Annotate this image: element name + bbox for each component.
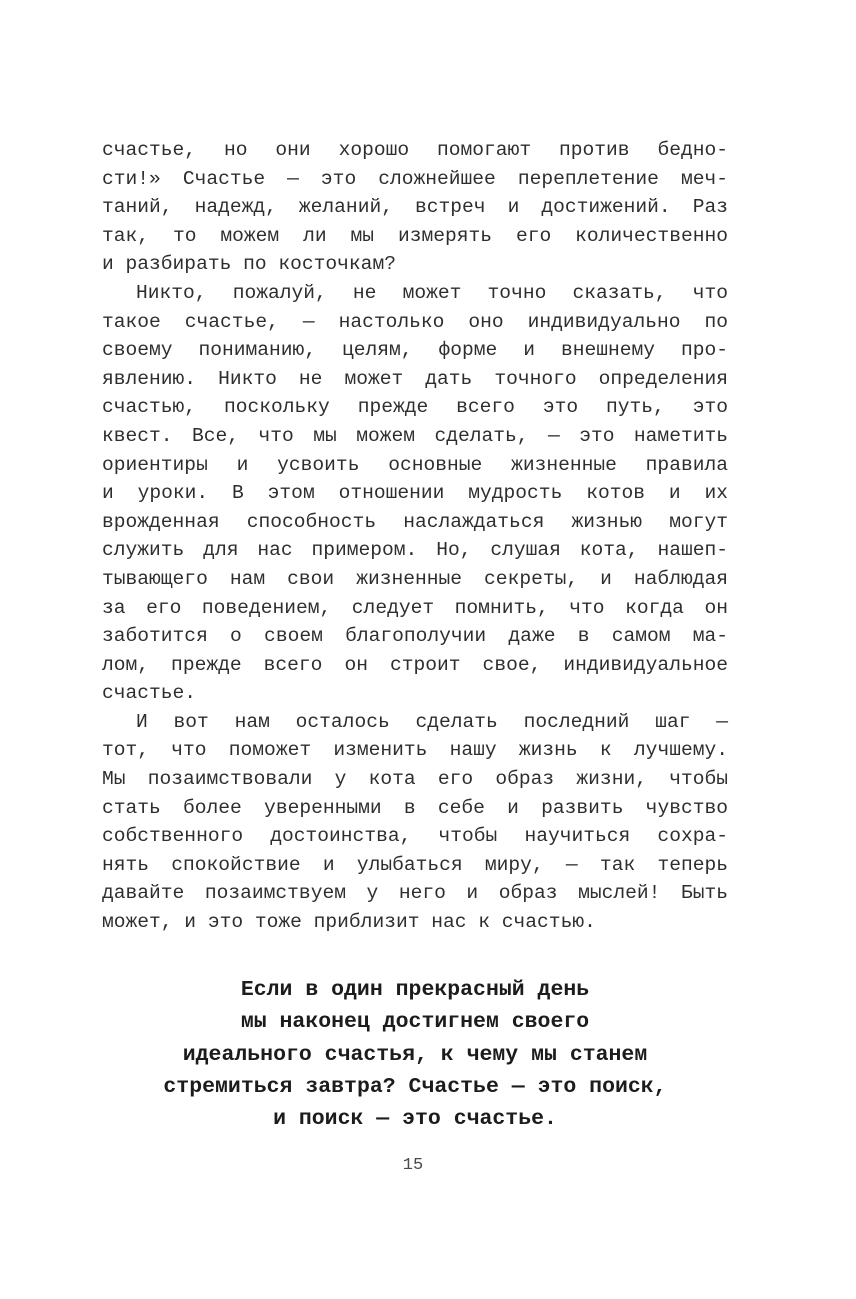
quote-line: идеального счастья, к чему мы станем bbox=[182, 1042, 648, 1067]
body-line: такое счастье, — настолько оно индивидуально по bbox=[102, 310, 728, 333]
quote-line: мы наконец достигнем своего bbox=[240, 1010, 590, 1035]
body-line: квест. Все, что мы можем сделать, — это наметить bbox=[102, 424, 728, 447]
body-line: Мы позаимствовали у кота его образ жизни, чтобы bbox=[102, 768, 728, 791]
body-line: врожденная способность наслаждаться жизнью могут bbox=[102, 510, 728, 533]
body-line: за его поведением, следует помнить, что когда он bbox=[102, 596, 728, 619]
body-line: нять спокойствие и улыбаться миру, — так теперь bbox=[102, 853, 728, 876]
body-line: ориентиры и усвоить основные жизненные правила bbox=[102, 453, 728, 476]
body-line: счастью, поскольку прежде всего это путь, это bbox=[102, 396, 728, 419]
body-line: сти!» Счастье — это сложнейшее переплетение меч- bbox=[102, 167, 728, 190]
body-text bbox=[102, 136, 728, 937]
body-line: собственного достоинства, чтобы научиться сохра- bbox=[102, 825, 728, 848]
body-line: лом, прежде всего он строит свое, индивидуальное bbox=[102, 653, 728, 676]
body-line: счастье, но они хорошо помогают против бедно- bbox=[102, 139, 728, 161]
quote-line: и поиск — это счастье. bbox=[273, 1107, 557, 1132]
quote-line: стремиться завтра? Счастье — это поиск, bbox=[163, 1074, 667, 1099]
body-line: тывающего нам свои жизненные секреты, и наблюдая bbox=[102, 567, 728, 590]
body-line: давайте позаимствуем у него и образ мыслей! Быть bbox=[102, 882, 728, 905]
paragraph-start: И вот нам осталось сделать последний шаг — bbox=[136, 710, 728, 733]
quote-line: Если в один прекрасный день bbox=[240, 978, 590, 1002]
pull-quote bbox=[102, 974, 728, 1135]
body-line: стать более уверенными в себе и развить чувство bbox=[102, 796, 728, 819]
body-line: своему пониманию, целям, форме и внешнему про- bbox=[102, 339, 728, 362]
body-line: заботится о своем благополучии даже в самом ма- bbox=[102, 625, 728, 648]
body-line: так, то можем ли мы измерять его количественно bbox=[102, 224, 728, 247]
body-line: счастье. bbox=[102, 682, 197, 705]
body-line: и уроки. В этом отношении мудрость котов и их bbox=[102, 482, 728, 505]
page-number: 15 bbox=[402, 1156, 424, 1175]
body-line: тот, что поможет изменить нашу жизнь к лучшему. bbox=[102, 739, 728, 762]
body-line: и разбирать по косточкам? bbox=[102, 253, 396, 276]
body-line: явлению. Никто не может дать точного определения bbox=[102, 367, 728, 390]
body-line: служить для нас примером. Но, слушая кота, нашеп- bbox=[102, 539, 728, 562]
body-line: может, и это тоже приблизит нас к счастью. bbox=[102, 911, 596, 934]
body-line: таний, надежд, желаний, встреч и достижений. Раз bbox=[102, 196, 728, 219]
paragraph-start: Никто, пожалуй, не может точно сказать, что bbox=[136, 281, 728, 304]
